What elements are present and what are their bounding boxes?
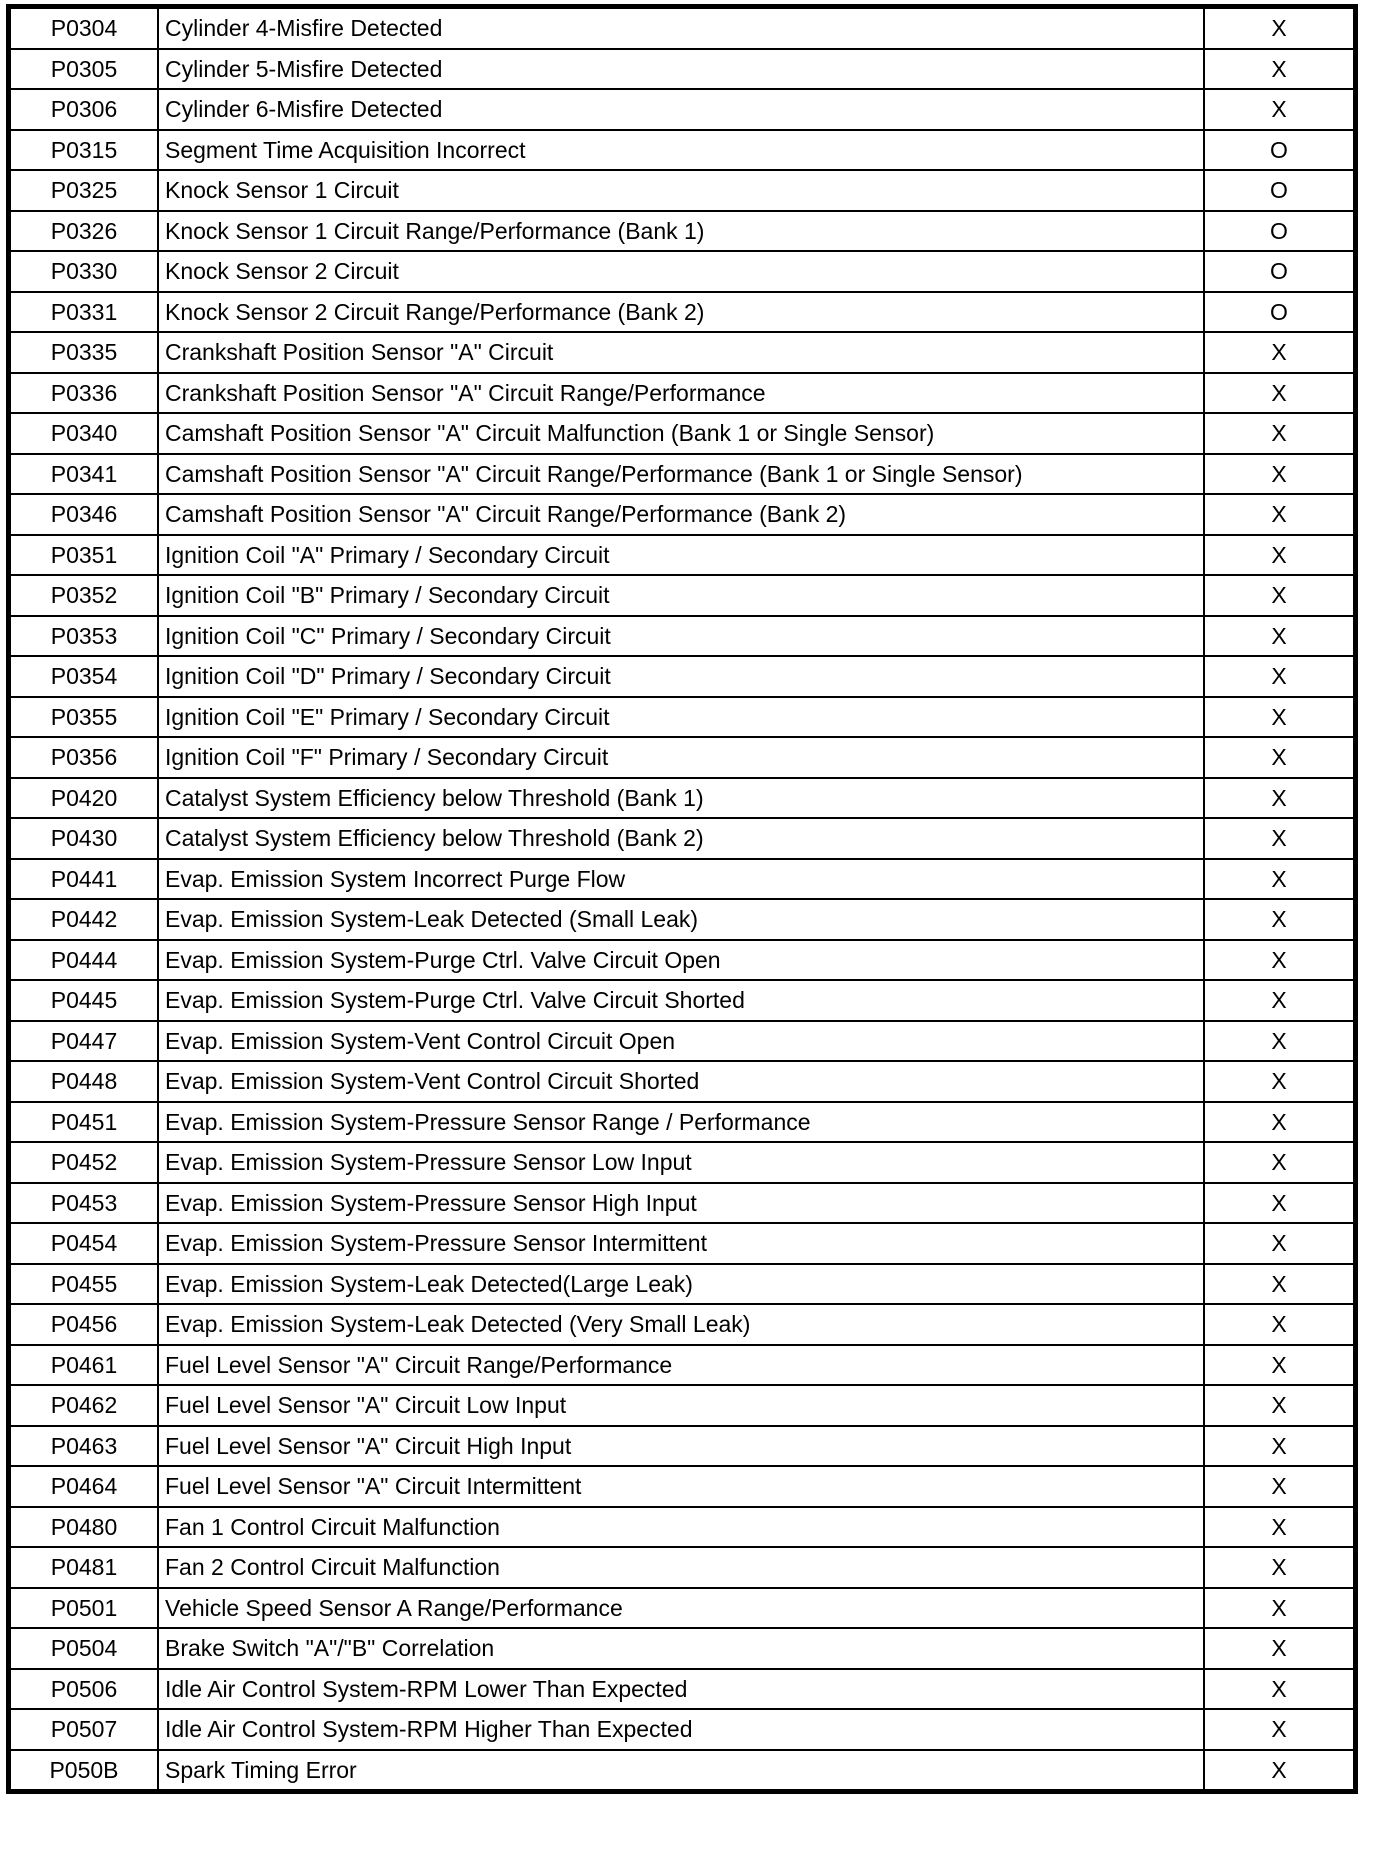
dtc-status-mark: X	[1204, 1102, 1356, 1143]
table-row	[9, 1709, 1356, 1750]
dtc-description: Fan 2 Control Circuit Malfunction	[158, 1547, 1204, 1588]
table-row	[9, 494, 1356, 535]
table-row	[9, 697, 1356, 738]
dtc-code: P0354	[9, 656, 159, 697]
dtc-status-mark: X	[1204, 1426, 1356, 1467]
dtc-description: Camshaft Position Sensor "A" Circuit Malfunction (Bank 1 or Single Sensor)	[158, 413, 1204, 454]
dtc-code: P0464	[9, 1466, 159, 1507]
dtc-code: P0351	[9, 535, 159, 576]
dtc-status-mark: O	[1204, 292, 1356, 333]
dtc-description: Ignition Coil "F" Primary / Secondary Circuit	[158, 737, 1204, 778]
dtc-table	[6, 4, 1358, 1794]
dtc-code: P0481	[9, 1547, 159, 1588]
dtc-code: P0452	[9, 1142, 159, 1183]
dtc-description: Ignition Coil "D" Primary / Secondary Circuit	[158, 656, 1204, 697]
dtc-code: P0454	[9, 1223, 159, 1264]
dtc-code: P0463	[9, 1426, 159, 1467]
dtc-code: P0441	[9, 859, 159, 900]
dtc-description: Ignition Coil "C" Primary / Secondary Circuit	[158, 616, 1204, 657]
table-row	[9, 251, 1356, 292]
table-row	[9, 1466, 1356, 1507]
table-row	[9, 980, 1356, 1021]
dtc-status-mark: X	[1204, 1061, 1356, 1102]
dtc-description: Knock Sensor 2 Circuit	[158, 251, 1204, 292]
dtc-description: Evap. Emission System-Pressure Sensor Range / Performance	[158, 1102, 1204, 1143]
dtc-status-mark: X	[1204, 1021, 1356, 1062]
table-row	[9, 49, 1356, 90]
dtc-status-mark: X	[1204, 1547, 1356, 1588]
dtc-code: P0480	[9, 1507, 159, 1548]
dtc-code: P0306	[9, 89, 159, 130]
table-row	[9, 1061, 1356, 1102]
dtc-status-mark: X	[1204, 49, 1356, 90]
dtc-code: P0346	[9, 494, 159, 535]
dtc-description: Evap. Emission System-Pressure Sensor Low Input	[158, 1142, 1204, 1183]
dtc-code: P0336	[9, 373, 159, 414]
dtc-status-mark: X	[1204, 656, 1356, 697]
dtc-description: Fuel Level Sensor "A" Circuit Intermittent	[158, 1466, 1204, 1507]
dtc-description: Cylinder 6-Misfire Detected	[158, 89, 1204, 130]
dtc-status-mark: X	[1204, 1466, 1356, 1507]
table-row	[9, 170, 1356, 211]
dtc-status-mark: X	[1204, 373, 1356, 414]
dtc-code: P0442	[9, 899, 159, 940]
dtc-description: Fuel Level Sensor "A" Circuit Low Input	[158, 1385, 1204, 1426]
dtc-status-mark: X	[1204, 332, 1356, 373]
dtc-status-mark: X	[1204, 859, 1356, 900]
dtc-status-mark: X	[1204, 1385, 1356, 1426]
table-row	[9, 535, 1356, 576]
table-row	[9, 1750, 1356, 1792]
dtc-code: P0355	[9, 697, 159, 738]
dtc-description: Evap. Emission System-Leak Detected (Small Leak)	[158, 899, 1204, 940]
table-row	[9, 1264, 1356, 1305]
dtc-status-mark: X	[1204, 1750, 1356, 1792]
table-row	[9, 656, 1356, 697]
dtc-description: Evap. Emission System-Pressure Sensor High Input	[158, 1183, 1204, 1224]
table-row	[9, 818, 1356, 859]
table-row	[9, 454, 1356, 495]
dtc-description: Camshaft Position Sensor "A" Circuit Range/Performance (Bank 1 or Single Sensor)	[158, 454, 1204, 495]
dtc-description: Ignition Coil "E" Primary / Secondary Circuit	[158, 697, 1204, 738]
dtc-code: P0305	[9, 49, 159, 90]
dtc-description: Knock Sensor 1 Circuit Range/Performance (Bank 1)	[158, 211, 1204, 252]
dtc-status-mark: X	[1204, 1264, 1356, 1305]
dtc-description: Ignition Coil "B" Primary / Secondary Circuit	[158, 575, 1204, 616]
table-row	[9, 616, 1356, 657]
dtc-description: Cylinder 4-Misfire Detected	[158, 7, 1204, 49]
table-row	[9, 737, 1356, 778]
dtc-code: P0330	[9, 251, 159, 292]
dtc-status-mark: O	[1204, 211, 1356, 252]
table-row	[9, 1426, 1356, 1467]
table-row	[9, 413, 1356, 454]
dtc-code: P0304	[9, 7, 159, 49]
dtc-status-mark: X	[1204, 1223, 1356, 1264]
dtc-description: Fuel Level Sensor "A" Circuit High Input	[158, 1426, 1204, 1467]
dtc-status-mark: X	[1204, 454, 1356, 495]
dtc-status-mark: X	[1204, 1304, 1356, 1345]
table-row	[9, 332, 1356, 373]
dtc-description: Evap. Emission System Incorrect Purge Flow	[158, 859, 1204, 900]
dtc-status-mark: X	[1204, 1709, 1356, 1750]
dtc-code: P0447	[9, 1021, 159, 1062]
dtc-code: P0501	[9, 1588, 159, 1629]
dtc-status-mark: X	[1204, 1588, 1356, 1629]
table-row	[9, 1345, 1356, 1386]
dtc-description: Evap. Emission System-Leak Detected (Very Small Leak)	[158, 1304, 1204, 1345]
dtc-code: P0340	[9, 413, 159, 454]
table-row	[9, 940, 1356, 981]
dtc-status-mark: X	[1204, 778, 1356, 819]
dtc-code: P0461	[9, 1345, 159, 1386]
dtc-description: Idle Air Control System-RPM Lower Than Expected	[158, 1669, 1204, 1710]
dtc-code: P0352	[9, 575, 159, 616]
dtc-description: Evap. Emission System-Vent Control Circuit Open	[158, 1021, 1204, 1062]
table-row	[9, 1304, 1356, 1345]
table-row	[9, 1507, 1356, 1548]
dtc-code: P0455	[9, 1264, 159, 1305]
table-row	[9, 1385, 1356, 1426]
dtc-description: Cylinder 5-Misfire Detected	[158, 49, 1204, 90]
table-row	[9, 130, 1356, 171]
table-row	[9, 1588, 1356, 1629]
dtc-description: Knock Sensor 1 Circuit	[158, 170, 1204, 211]
dtc-status-mark: X	[1204, 818, 1356, 859]
dtc-code: P0331	[9, 292, 159, 333]
dtc-status-mark: X	[1204, 1669, 1356, 1710]
dtc-code: P0504	[9, 1628, 159, 1669]
dtc-status-mark: X	[1204, 1345, 1356, 1386]
dtc-description: Knock Sensor 2 Circuit Range/Performance (Bank 2)	[158, 292, 1204, 333]
dtc-code: P0353	[9, 616, 159, 657]
table-row	[9, 1669, 1356, 1710]
dtc-description: Evap. Emission System-Vent Control Circuit Shorted	[158, 1061, 1204, 1102]
table-row	[9, 859, 1356, 900]
table-row	[9, 89, 1356, 130]
dtc-status-mark: O	[1204, 251, 1356, 292]
table-row	[9, 778, 1356, 819]
dtc-description: Brake Switch "A"/"B" Correlation	[158, 1628, 1204, 1669]
dtc-description: Idle Air Control System-RPM Higher Than Expected	[158, 1709, 1204, 1750]
dtc-status-mark: X	[1204, 7, 1356, 49]
dtc-status-mark: X	[1204, 494, 1356, 535]
dtc-code: P0335	[9, 332, 159, 373]
table-row	[9, 1547, 1356, 1588]
dtc-description: Evap. Emission System-Purge Ctrl. Valve Circuit Shorted	[158, 980, 1204, 1021]
table-row	[9, 575, 1356, 616]
dtc-description: Segment Time Acquisition Incorrect	[158, 130, 1204, 171]
dtc-status-mark: X	[1204, 575, 1356, 616]
dtc-code: P0445	[9, 980, 159, 1021]
dtc-status-mark: X	[1204, 1183, 1356, 1224]
dtc-description: Catalyst System Efficiency below Threshold (Bank 2)	[158, 818, 1204, 859]
dtc-description: Fan 1 Control Circuit Malfunction	[158, 1507, 1204, 1548]
dtc-status-mark: X	[1204, 535, 1356, 576]
dtc-description: Evap. Emission System-Leak Detected(Large Leak)	[158, 1264, 1204, 1305]
dtc-code: P0341	[9, 454, 159, 495]
dtc-status-mark: X	[1204, 737, 1356, 778]
table-row	[9, 7, 1356, 49]
table-row	[9, 1223, 1356, 1264]
table-row	[9, 292, 1356, 333]
dtc-status-mark: X	[1204, 413, 1356, 454]
dtc-code: P0451	[9, 1102, 159, 1143]
dtc-status-mark: X	[1204, 616, 1356, 657]
dtc-description: Vehicle Speed Sensor A Range/Performance	[158, 1588, 1204, 1629]
dtc-code: P0356	[9, 737, 159, 778]
dtc-description: Crankshaft Position Sensor "A" Circuit	[158, 332, 1204, 373]
table-row	[9, 211, 1356, 252]
dtc-code: P0507	[9, 1709, 159, 1750]
dtc-status-mark: X	[1204, 940, 1356, 981]
dtc-description: Fuel Level Sensor "A" Circuit Range/Performance	[158, 1345, 1204, 1386]
dtc-code: P050B	[9, 1750, 159, 1792]
dtc-description: Catalyst System Efficiency below Threshold (Bank 1)	[158, 778, 1204, 819]
table-row	[9, 1102, 1356, 1143]
dtc-description: Ignition Coil "A" Primary / Secondary Circuit	[158, 535, 1204, 576]
dtc-description: Evap. Emission System-Purge Ctrl. Valve Circuit Open	[158, 940, 1204, 981]
dtc-status-mark: X	[1204, 899, 1356, 940]
table-row	[9, 1021, 1356, 1062]
table-row	[9, 1142, 1356, 1183]
dtc-description: Crankshaft Position Sensor "A" Circuit Range/Performance	[158, 373, 1204, 414]
dtc-code: P0326	[9, 211, 159, 252]
table-row	[9, 899, 1356, 940]
dtc-description: Camshaft Position Sensor "A" Circuit Range/Performance (Bank 2)	[158, 494, 1204, 535]
dtc-status-mark: X	[1204, 1628, 1356, 1669]
dtc-code: P0315	[9, 130, 159, 171]
dtc-status-mark: O	[1204, 130, 1356, 171]
dtc-status-mark: X	[1204, 1507, 1356, 1548]
dtc-status-mark: X	[1204, 980, 1356, 1021]
dtc-code: P0456	[9, 1304, 159, 1345]
dtc-code: P0462	[9, 1385, 159, 1426]
dtc-table-body	[9, 7, 1356, 1792]
dtc-description: Evap. Emission System-Pressure Sensor Intermittent	[158, 1223, 1204, 1264]
dtc-code: P0430	[9, 818, 159, 859]
dtc-code: P0448	[9, 1061, 159, 1102]
dtc-status-mark: X	[1204, 1142, 1356, 1183]
table-row	[9, 1183, 1356, 1224]
dtc-status-mark: O	[1204, 170, 1356, 211]
dtc-code: P0444	[9, 940, 159, 981]
table-row	[9, 373, 1356, 414]
dtc-code: P0325	[9, 170, 159, 211]
dtc-code: P0506	[9, 1669, 159, 1710]
table-row	[9, 1628, 1356, 1669]
dtc-code: P0453	[9, 1183, 159, 1224]
dtc-description: Spark Timing Error	[158, 1750, 1204, 1792]
dtc-code: P0420	[9, 778, 159, 819]
dtc-status-mark: X	[1204, 89, 1356, 130]
dtc-status-mark: X	[1204, 697, 1356, 738]
